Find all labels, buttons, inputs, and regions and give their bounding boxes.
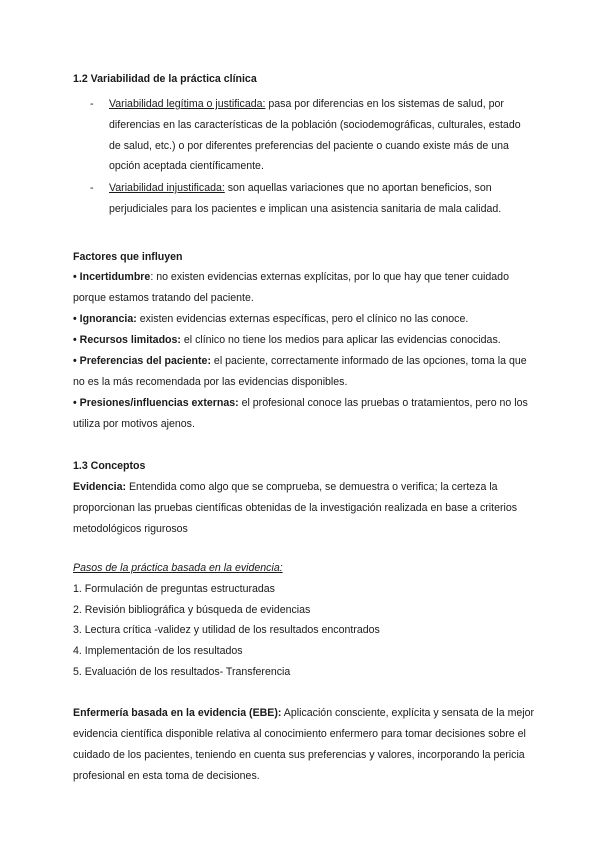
variabilidad-list xyxy=(73,94,535,220)
factor-item xyxy=(73,267,535,309)
factor-item xyxy=(73,393,535,435)
document-content xyxy=(73,72,535,787)
pasos-list xyxy=(73,579,535,683)
factores-title: Factores que influyen xyxy=(73,250,183,263)
factor-text: el paciente, correctamente informado de las opciones, toma la que no es la más recomendada por las evidencias disponibles. xyxy=(73,354,527,388)
factor-item xyxy=(73,309,535,330)
list-item xyxy=(73,94,535,177)
factor-item xyxy=(73,351,535,393)
factor-bullet: • xyxy=(73,270,77,283)
dash-bullet: - xyxy=(90,98,94,110)
factor-term: Preferencias del paciente: xyxy=(79,354,211,367)
factor-text: existen evidencias externas específicas, pero el clínico no las conoce. xyxy=(136,312,469,325)
variabilidad-term: Variabilidad injustificada: xyxy=(109,182,225,195)
evidencia-text: Entendida como algo que se comprueba, se demuestra o verifica; la certeza la proporcionan las pruebas científicas obtenidas de la investigación realizada en base a criterios metodológicos rigurosos xyxy=(73,480,518,535)
list-item: 2. Revisión bibliográfica y búsqueda de evidencias xyxy=(73,603,311,616)
factor-bullet: • xyxy=(73,312,77,325)
factor-bullet: • xyxy=(73,396,77,409)
factor-bullet: • xyxy=(73,354,77,367)
factor-term: Recursos limitados: xyxy=(79,333,181,346)
evidencia-paragraph xyxy=(73,477,535,540)
factor-item xyxy=(73,330,535,351)
factor-bullet: • xyxy=(73,333,77,346)
variabilidad-term: Variabilidad legítima o justificada: xyxy=(109,98,266,110)
evidencia-term: Evidencia: xyxy=(73,480,126,493)
list-item: 1. Formulación de preguntas estructuradas xyxy=(73,582,275,595)
ebe-paragraph xyxy=(73,703,535,787)
factores-list xyxy=(73,267,535,435)
list-item: 4. Implementación de los resultados xyxy=(73,645,243,658)
factor-text: el clínico no tiene los medios para aplicar las evidencias conocidas. xyxy=(180,333,501,346)
list-item xyxy=(73,178,535,220)
section-1-2-title: 1.2 Variabilidad de la práctica clínica xyxy=(73,73,257,85)
factor-term: Ignorancia: xyxy=(79,312,137,325)
variabilidad-text: son aquellas variaciones que no aportan beneficios, son perjudiciales para los pacientes e implican una asistencia sanitaria de mala calidad. xyxy=(109,182,502,215)
variabilidad-text: pasa por diferencias en los sistemas de salud, por diferencias en las características de la población (sociodemográficas, culturales, estado de salud, etc.) o por diferentes preferencias del paciente o cuando existe más de una opción aceptada científicamente. xyxy=(109,98,521,173)
factor-term: Incertidumbre xyxy=(79,270,151,283)
list-item: 3. Lectura crítica -validez y utilidad de los resultados encontrados xyxy=(73,624,380,637)
factor-text: : no existen evidencias externas explícitas, por lo que hay que tener cuidado porque estamos tratando del paciente. xyxy=(73,270,509,304)
section-1-3-title: 1.3 Conceptos xyxy=(73,459,146,472)
factor-text: el profesional conoce las pruebas o tratamientos, pero no los utiliza por motivos ajenos. xyxy=(73,396,528,430)
pasos-title: Pasos de la práctica basada en la evidencia: xyxy=(73,561,283,574)
dash-bullet: - xyxy=(90,182,94,195)
ebe-text: Aplicación consciente, explícita y sensata de la mejor evidencia científica disponible relativa al conocimiento enfermero para tomar decisiones sobre el cuidado de los pacientes, teniendo en cuenta sus preferencias y valores, incorporando la pericia profesional en esta toma de decisiones. xyxy=(73,706,535,782)
ebe-term: Enfermería basada en la evidencia (EBE): xyxy=(73,706,282,719)
factor-term: Presiones/influencias externas: xyxy=(79,396,239,409)
list-item: 5. Evaluación de los resultados- Transferencia xyxy=(73,665,291,678)
